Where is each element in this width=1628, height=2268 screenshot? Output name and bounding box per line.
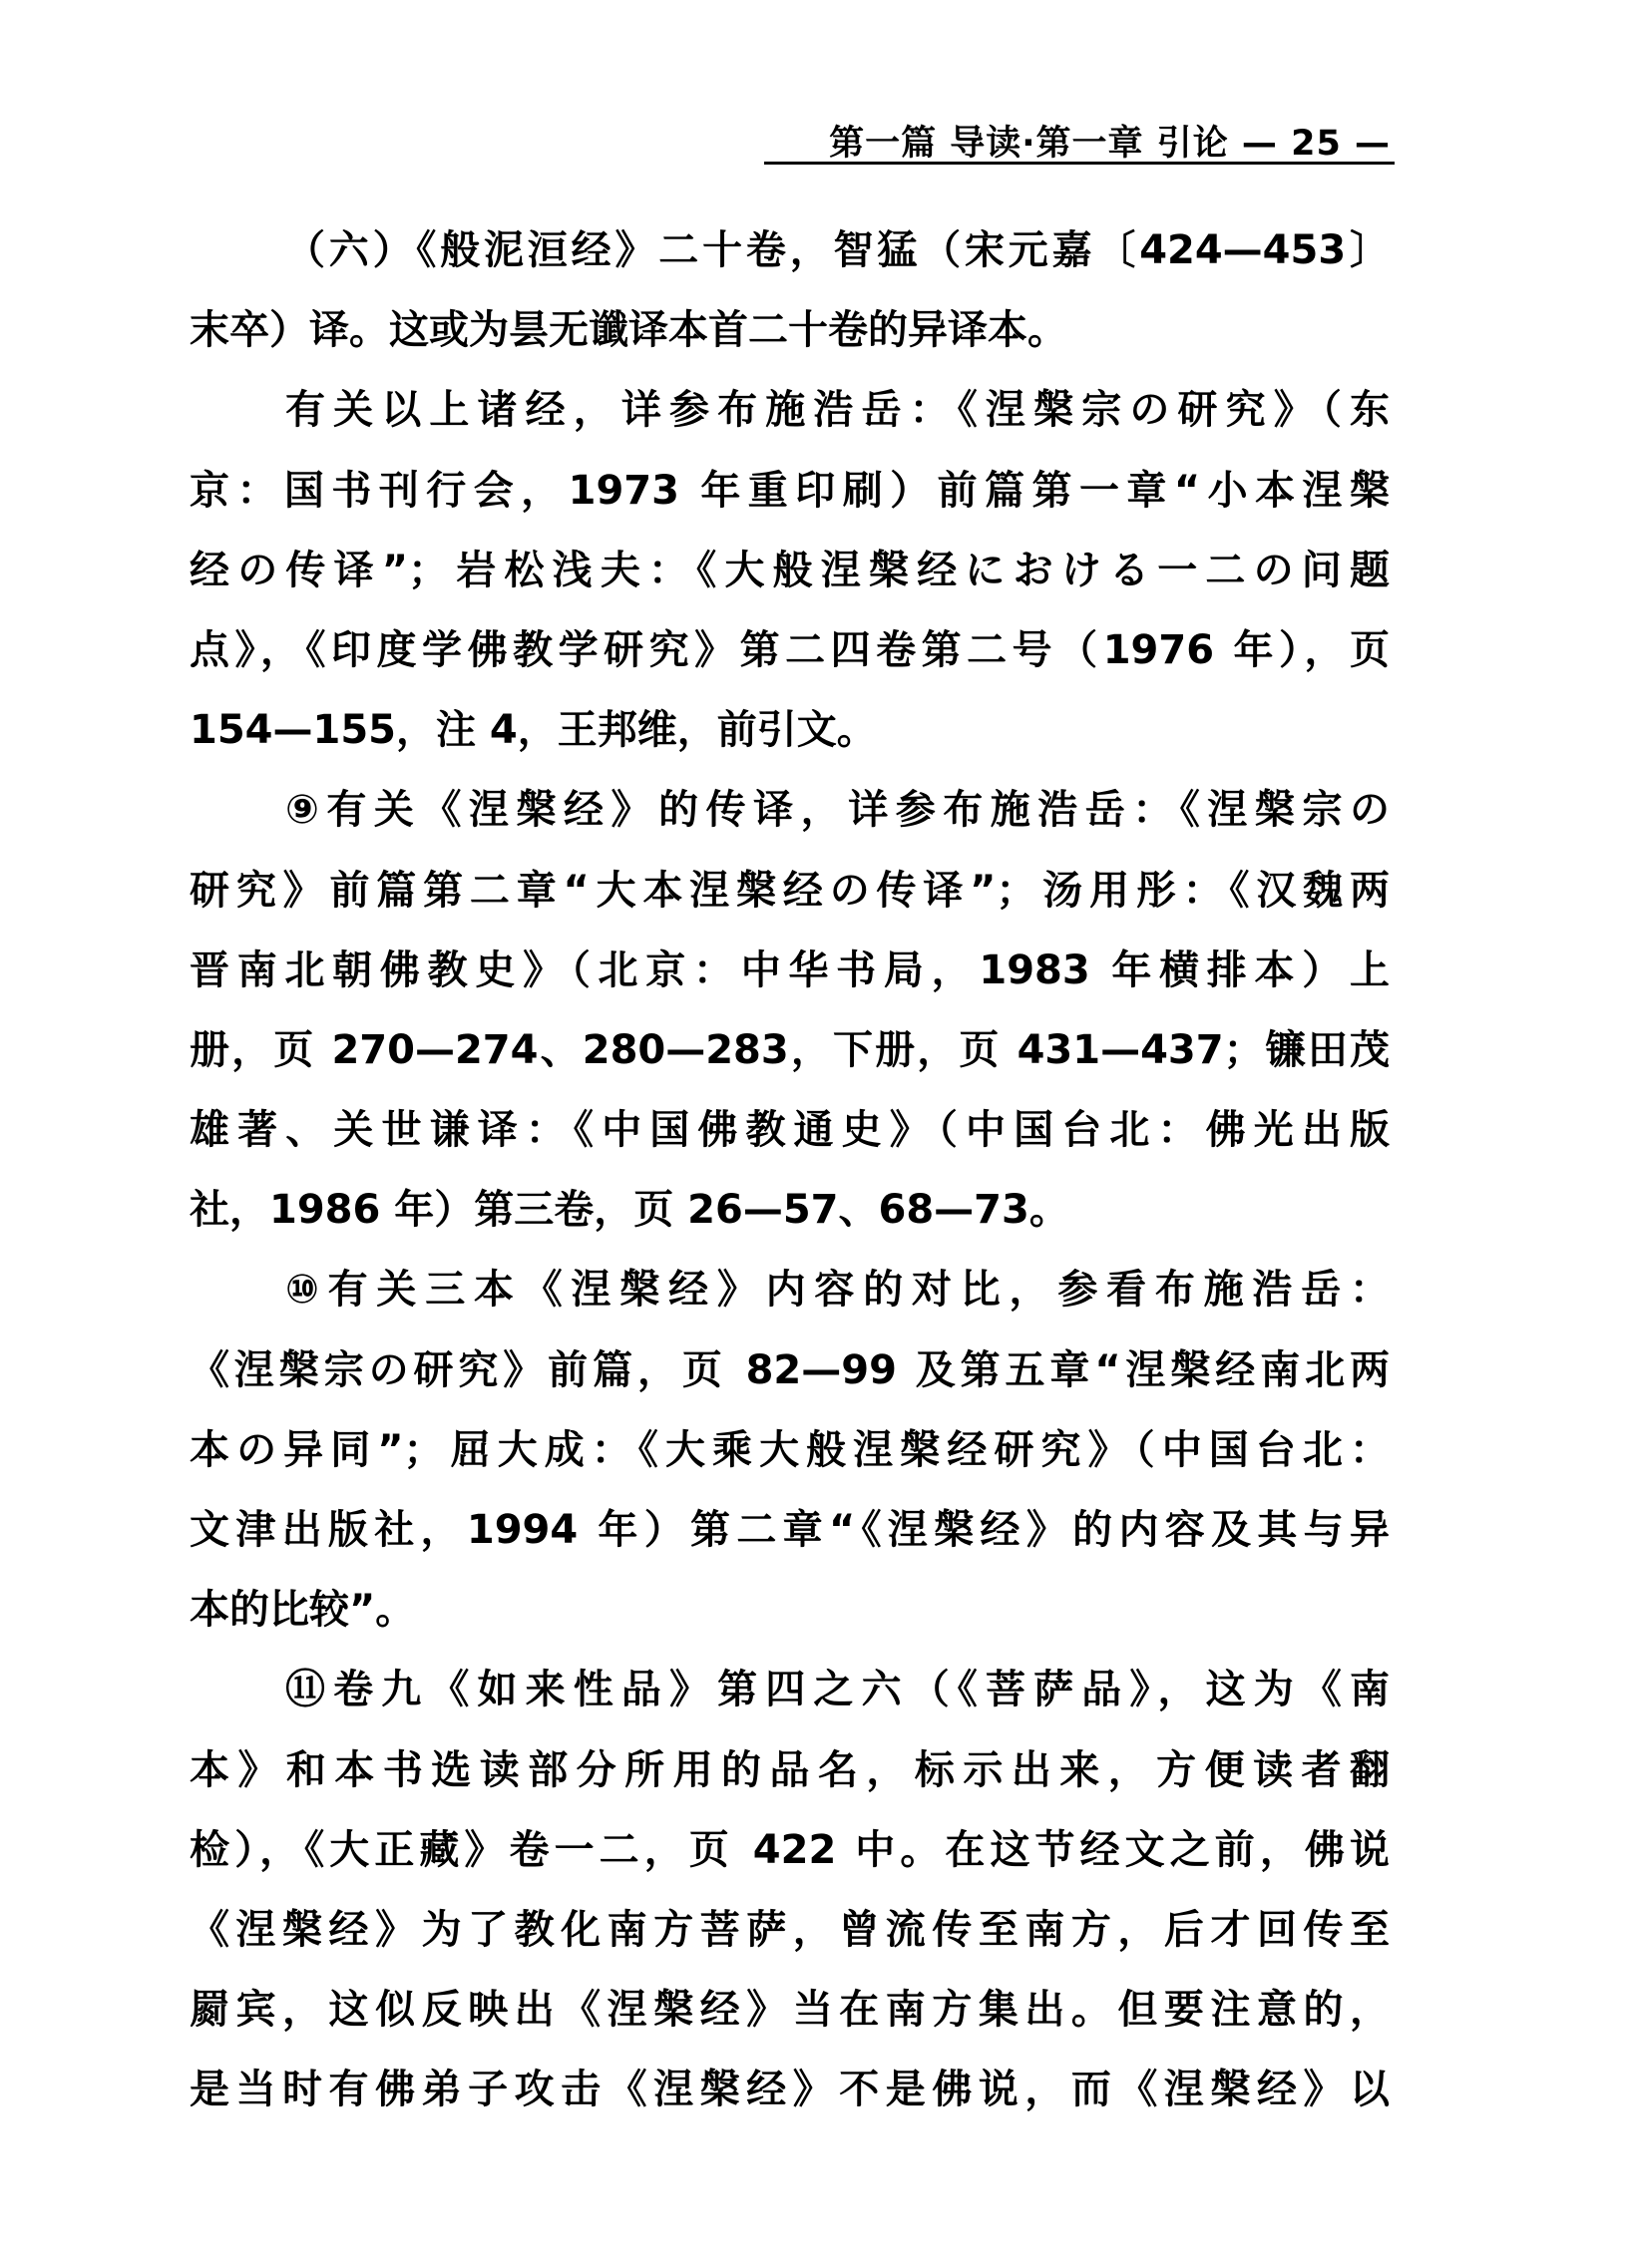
footnote-9	[190, 770, 1390, 1250]
paragraph-note-6	[190, 210, 1390, 370]
text-line: 雄著、关世谦译：《中国佛教通史》（中国台北：佛光出版	[190, 1107, 1390, 1154]
text-line: 有关以上诸经，详参布施浩岳：《涅槃宗の研究》（东	[285, 387, 1390, 434]
text-line: 检），《大正藏》卷一二，页 422 中。在这节经文之前，佛说	[190, 1826, 1390, 1873]
text-line: 《涅槃宗の研究》前篇，页 82—99 及第五章“涅槃经南北两	[190, 1346, 1390, 1393]
footnote-10	[190, 1250, 1390, 1650]
text-line: 本の异同”；屈大成：《大乘大般涅槃经研究》（中国台北：	[190, 1426, 1390, 1473]
text-line: 本的比较”。	[190, 1587, 416, 1634]
running-header	[764, 112, 1395, 165]
text-line: ⑨有关《涅槃经》的传译，详参布施浩岳：《涅槃宗の	[285, 787, 1390, 834]
text-line: （六）《般泥洹经》二十卷，智猛（宋元嘉〔424—453〕	[285, 227, 1390, 273]
text-line: 册，页 270—274、280—283，下册，页 431—437；镰田茂	[190, 1026, 1390, 1073]
text-line: 文津出版社，1994 年）第二章“《涅槃经》的内容及其与异	[190, 1507, 1390, 1553]
text-line: 末卒）译。这或为昙无谶译本首二十卷的异译本。	[190, 307, 1067, 354]
footnote-11	[190, 1650, 1390, 2129]
text-line: 154—155，注 4，王邦维，前引文。	[190, 707, 877, 754]
text-line: 点》，《印度学佛教学研究》第二四卷第二号（1976 年），页	[190, 626, 1390, 673]
paragraph-references	[190, 370, 1390, 770]
text-line: ⑩有关三本《涅槃经》内容的对比，参看布施浩岳：	[285, 1267, 1390, 1314]
text-line: 是当时有佛弟子攻击《涅槃经》不是佛说，而《涅槃经》以	[190, 2067, 1390, 2113]
page-body	[190, 210, 1390, 2130]
text-line: 罽宾，这似反映出《涅槃经》当在南方集出。但要注意的，	[190, 1987, 1390, 2034]
text-line: 本》和本书选读部分所用的品名，标示出来，方便读者翻	[190, 1746, 1390, 1793]
text-line: 研究》前篇第二章“大本涅槃经の传译”；汤用彤：《汉魏两	[190, 867, 1390, 914]
text-line: 晋南北朝佛教史》（北京：中华书局，1983 年横排本）上	[190, 946, 1390, 993]
text-line: 社，1986 年）第三卷，页 26—57、68—73。	[190, 1187, 1069, 1234]
running-title: 第一篇 导读·第一章 引论 — 25 —	[829, 124, 1391, 164]
text-line: 经の传译”；岩松浅夫：《大般涅槃经における一二の问题	[190, 547, 1390, 593]
text-line: 《涅槃经》为了教化南方菩萨，曾流传至南方，后才回传至	[190, 1906, 1390, 1953]
text-line: 京：国书刊行会，1973 年重印刷）前篇第一章“小本涅槃	[190, 467, 1390, 514]
text-line: ⑪卷九《如来性品》第四之六（《菩萨品》，这为《南	[285, 1667, 1390, 1713]
